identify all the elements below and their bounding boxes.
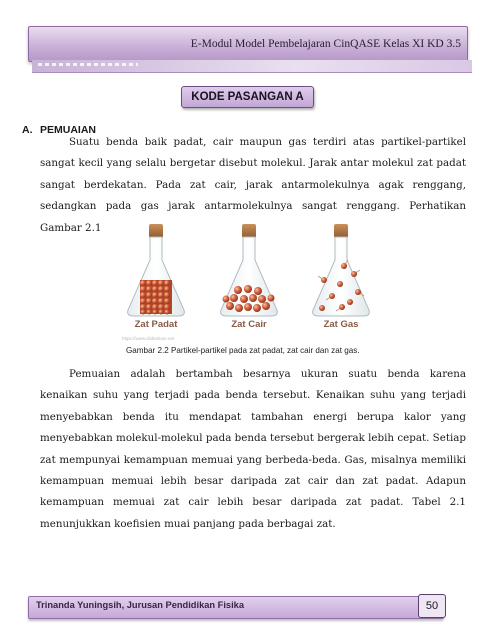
section-label: KODE PASANGAN A: [191, 91, 304, 103]
figure-caption: Gambar 2.2 Partikel-partikel pada zat padat, zat cair dan zat gas.: [126, 346, 360, 355]
heading-letter: A.: [22, 124, 33, 136]
header-stripe-dots: [38, 63, 138, 66]
figure-watermark: https://www.slideshare.net: [122, 336, 175, 341]
page-number: 50: [425, 600, 439, 612]
flask-gas: [313, 224, 370, 316]
flask-liquid: [221, 224, 278, 316]
figure-flasks: [118, 222, 380, 340]
solid-particle-block: [140, 280, 172, 315]
label-liquid: Zat Cair: [231, 319, 267, 330]
header-stripe: [32, 60, 472, 73]
paragraph-intro-text: Suatu benda baik padat, cair maupun gas terdiri atas partikel-partikel sangat kecil yang selalu bergetar disebut molekul. Jarak antar molekul zat padat sangat berdekatan. Pada zat cair, jarak antarmolekulnya agak renggang, sedangkan pada gas jarak antarmolekulnya sangat renggang. Perhatikan Gambar 2.1: [40, 136, 466, 234]
paragraph-pemuaian: [40, 364, 466, 535]
header-title: E-Modul Model Pembelajaran CinQASE Kelas XI KD 3.5: [190, 38, 461, 50]
paragraph-pemuaian-text: Pemuaian adalah bertambah besarnya ukuran suatu benda karena kenaikan suhu yang terjadi pada benda tersebut. Kenaikan suhu yang terjadi menyebabkan benda itu mendapat tambahan energi berupa kalor yang menyebabkan molekul-molekul pada benda tersebut bergerak lebih cepat. Setiap zat mempunyai kemampuan memuai yang berbeda-beda. Gas, misalnya memiliki kemampuan memuai lebih besar daripada zat cair dan zat padat. Adapun kemampuan memuai zat cair lebih besar daripada zat padat. Tabel 2.1 menunjukkan koefisien muai panjang pada berbagai zat.: [40, 368, 466, 530]
label-solid: Zat Padat: [134, 319, 178, 330]
label-gas: Zat Gas: [323, 319, 359, 330]
flask-solid: [128, 224, 185, 316]
footer-author: Trinanda Yuningsih, Jurusan Pendidikan Fisika: [36, 600, 245, 610]
section-label-box: [181, 86, 314, 108]
page-number-box: [418, 594, 446, 618]
heading-title: PEMUAIAN: [40, 124, 97, 136]
